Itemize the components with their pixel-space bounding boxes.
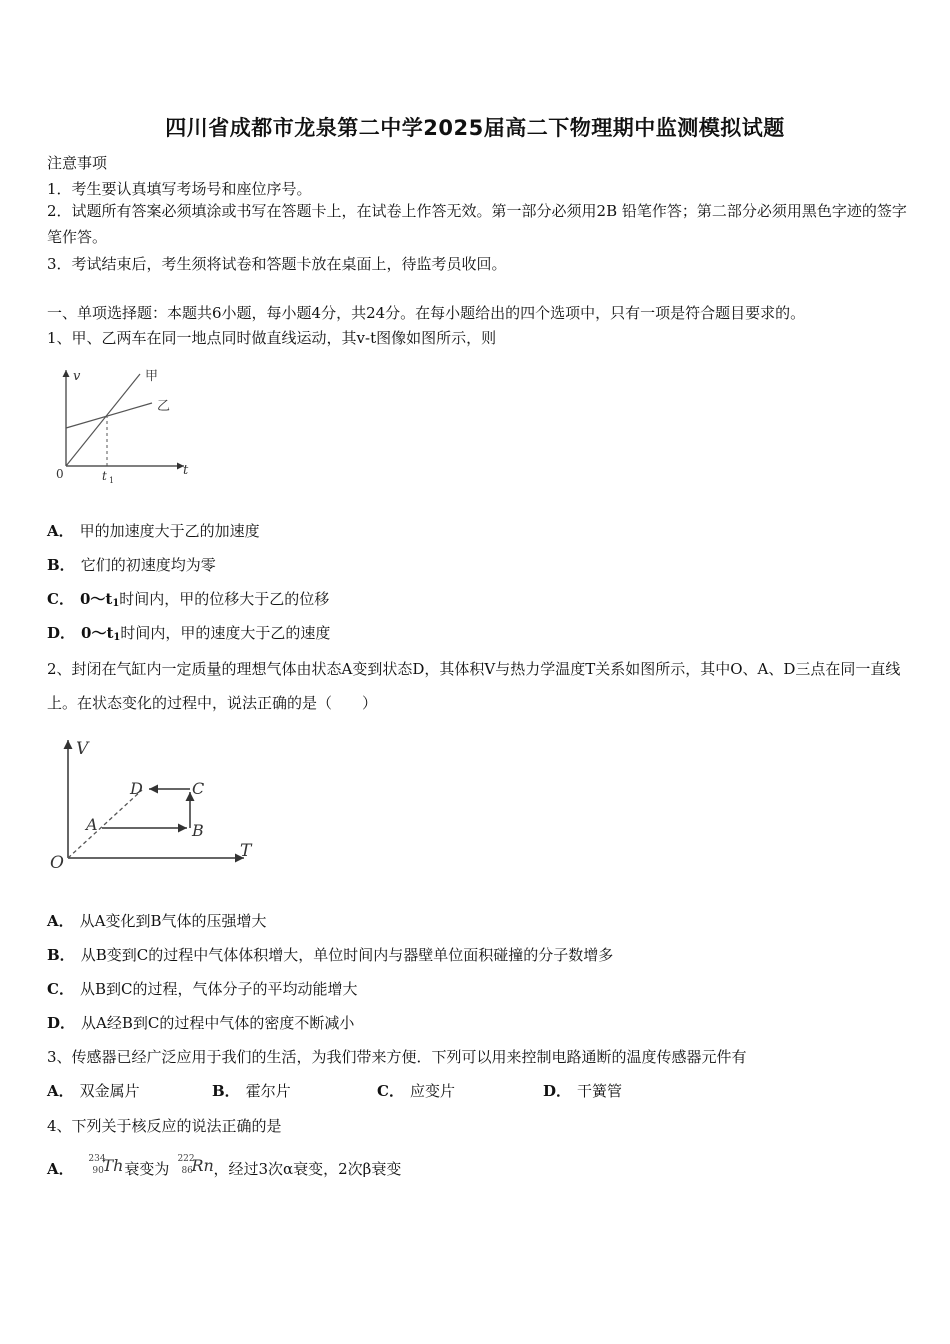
- nuclide-thorium: [84, 1154, 124, 1180]
- option-text: 从B到C的过程，气体分子的平均动能增大: [79, 980, 358, 998]
- notice-item-3: 3．考试结束后，考生须将试卷和答题卡放在桌面上，待监考员收回。: [47, 255, 507, 273]
- notice-item-1: 1．考生要认真填写考场号和座位序号。: [47, 180, 312, 198]
- option-pre: 0～t: [79, 590, 113, 608]
- q2-option-c[interactable]: [47, 978, 357, 999]
- element-symbol: Th: [102, 1156, 124, 1175]
- line-oad: [68, 790, 142, 858]
- label-c: C: [192, 779, 205, 798]
- label-b: B: [192, 821, 204, 840]
- q2-vt-graph: [44, 730, 264, 875]
- nuclide-radon: [173, 1154, 214, 1180]
- t-label: T: [240, 841, 252, 861]
- v-label: V: [76, 739, 89, 759]
- option-label: A．: [47, 1160, 74, 1178]
- atomic-number: 90: [92, 1166, 104, 1176]
- q3-option-a[interactable]: [47, 1080, 140, 1101]
- label-yi: 乙: [157, 399, 171, 414]
- mass-number: 234: [88, 1154, 106, 1164]
- option-text: 时间内，甲的位移大于乙的位移: [119, 590, 330, 608]
- q4-option-a[interactable]: [47, 1154, 402, 1180]
- option-text: 甲的加速度大于乙的加速度: [79, 522, 260, 540]
- q1-option-d[interactable]: [47, 622, 330, 643]
- option-text: 双金属片: [79, 1082, 140, 1100]
- line-yi: [66, 403, 152, 428]
- option-label: D．: [47, 624, 76, 642]
- option-label: B．: [47, 556, 75, 574]
- option-text: 它们的初速度均为零: [80, 556, 216, 574]
- option-label: D．: [47, 1014, 76, 1032]
- option-label: D．: [543, 1082, 572, 1100]
- t1-label: t: [102, 469, 107, 483]
- option-label: A．: [47, 912, 74, 930]
- q4-stem: 4、下列关于核反应的说法正确的是: [47, 1117, 282, 1135]
- option-label: C．: [377, 1082, 404, 1100]
- q1-option-a[interactable]: [47, 520, 260, 541]
- option-mid-text: 衰变为: [124, 1160, 170, 1178]
- label-a: A: [86, 815, 98, 834]
- q3-option-d[interactable]: [543, 1080, 622, 1101]
- q2-option-b[interactable]: [47, 944, 613, 965]
- t-label: t: [183, 463, 189, 478]
- option-tail-text: ，经过3次α衰变，2次β衰变: [213, 1160, 402, 1178]
- option-text: 干簧管: [577, 1082, 623, 1100]
- q3-option-b[interactable]: [212, 1080, 291, 1101]
- element-symbol: Rn: [191, 1156, 214, 1175]
- option-label: B．: [47, 946, 75, 964]
- option-text: 霍尔片: [245, 1082, 291, 1100]
- q2-stem: 2、封闭在气缸内一定质量的理想气体由状态A变到状态D，其体积V与热力学温度T关系如图所示，其中O、A、D三点在同一直线上。在状态变化的过程中，说法正确的是（ ）: [47, 660, 901, 712]
- q1-vt-graph: [52, 362, 202, 487]
- option-text: 从A变化到B气体的压强增大: [79, 912, 267, 930]
- atomic-number: 86: [181, 1166, 193, 1176]
- q1-stem: 1、甲、乙两车在同一地点同时做直线运动，其v-t图像如图所示，则: [47, 329, 497, 347]
- option-text: 从B变到C的过程中气体体积增大，单位时间内与器壁单位面积碰撞的分子数增多: [80, 946, 614, 964]
- q3-option-c[interactable]: [377, 1080, 455, 1101]
- option-label: C．: [47, 590, 74, 608]
- notice-item-2: 2．试题所有答案必须填涂或书写在答题卡上，在试卷上作答无效。第一部分必须用2B 铅笔作答；第二部分必须用黑色字迹的签字笔作答。: [47, 202, 907, 246]
- v-label: v: [73, 369, 81, 384]
- option-pre: 0～t: [81, 624, 114, 642]
- option-text: 从A经B到C的过程中气体的密度不断减小: [81, 1014, 355, 1032]
- option-label: B．: [212, 1082, 240, 1100]
- line-jia: [66, 374, 140, 466]
- label-jia: 甲: [145, 369, 159, 384]
- q2-option-a[interactable]: [47, 910, 267, 931]
- section-heading: 一、单项选择题：本题共6小题，每小题4分，共24分。在每小题给出的四个选项中，只有一项是符合题目要求的。: [47, 304, 806, 322]
- option-label: A．: [47, 522, 74, 540]
- option-label: A．: [47, 1082, 74, 1100]
- q2-option-d[interactable]: [47, 1012, 354, 1033]
- page-title: 四川省成都市龙泉第二中学2025届高二下物理期中监测模拟试题: [165, 116, 785, 140]
- q1-option-b[interactable]: [47, 554, 216, 575]
- option-text: 时间内，甲的速度大于乙的速度: [120, 624, 331, 642]
- mass-number: 222: [177, 1154, 195, 1164]
- q1-option-c[interactable]: [47, 588, 329, 609]
- origin-label: O: [50, 853, 64, 873]
- option-label: C．: [47, 980, 74, 998]
- label-d: D: [130, 779, 143, 798]
- option-sub: 1: [112, 598, 120, 609]
- option-sub: 1: [113, 632, 121, 643]
- option-text: 应变片: [409, 1082, 455, 1100]
- origin-label: 0: [56, 467, 64, 481]
- t1-sub: 1: [109, 476, 115, 485]
- q3-stem: 3、传感器已经广泛应用于我们的生活，为我们带来方便．下列可以用来控制电路通断的温度传感器元件有: [47, 1048, 747, 1066]
- notice-heading: 注意事项: [47, 154, 108, 172]
